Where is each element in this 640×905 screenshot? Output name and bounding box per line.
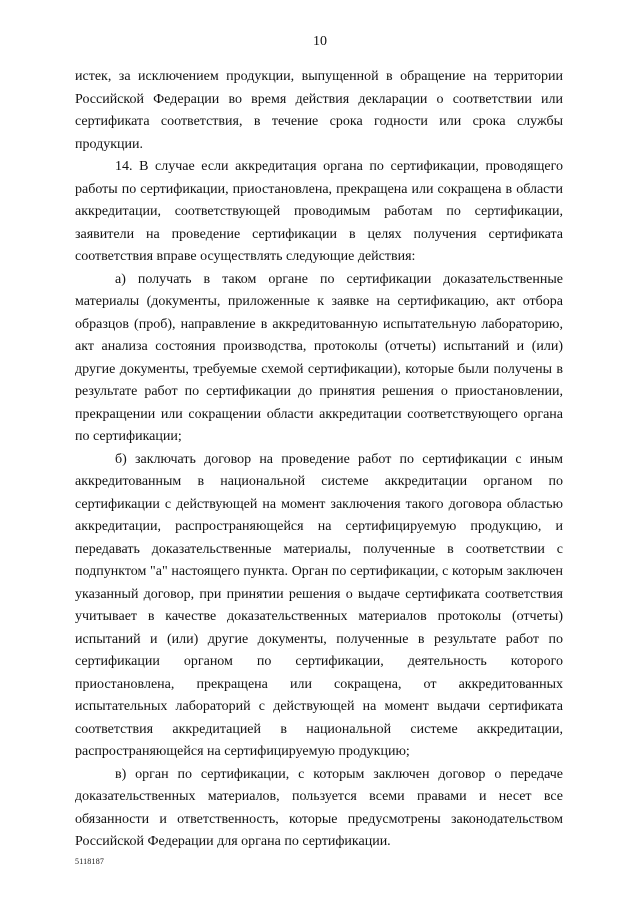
paragraph-continuation: истек, за исключением продукции, выпущенной в обращение на территории Российской Федерации во время действия декларации о соответствии или сертификата соответствия, в течение срока годности или срока службы продукции. (75, 69, 563, 152)
page-number: 10 (313, 34, 327, 49)
document-body (75, 66, 563, 854)
paragraph-item-14: 14. В случае если аккредитация органа по сертификации, проводящего работы по сертификации, приостановлена, прекращена или сокращена в области аккредитации, соответствующей проводимым работам по сертификации, заявители на проведение сертификации в целях получения сертификата соответствия вправе осуществлять следующие действия: (75, 159, 563, 264)
paragraph-subitem-v: в) орган по сертификации, с которым заключен договор о передаче доказательственных материалов, пользуется всеми правами и несет все обязанности и ответственность, которые предусмотрены законодательством Российской Федерации для органа по сертификации. (75, 766, 563, 849)
footer-document-code: 5118187 (75, 857, 105, 866)
paragraph-subitem-a: а) получать в таком органе по сертификации доказательственные материалы (документы, приложенные к заявке на сертификацию, акт отбора образцов (проб), направление в аккредитованную испытательную лабораторию, акт анализа состояния производства, протоколы (отчеты) испытаний и (или) другие документы, требуемые схемой сертификации), которые были получены в результате работ по сертификации до принятия решения о приостановлении, прекращении или сокращении области аккредитации соответствующего органа по сертификации; (75, 271, 563, 444)
paragraph-subitem-b: б) заключать договор на проведение работ по сертификации с иным аккредитованным в национальной системе аккредитации органом по сертификации с действующей на момент заключения такого договора областью аккредитации, распространяющейся на сертифицируемую продукцию, и передавать доказательственные материалы, полученные в соответствии с подпунктом "а" настоящего пункта. Орган по сертификации, с которым заключен указанный договор, при принятии решения о выдаче сертификата соответствия учитывает в качестве доказательственных материалов протоколы (отчеты) испытаний и (или) другие документы, полученные в результате работ по сертификации органом по сертификации, деятельность которого приостановлена, прекращена или сокращена, от аккредитованных испытательных лабораторий с действующей на момент выдачи сертификата соответствия аккредитацией в национальной системе аккредитации, распространяющейся на сертифицируемую продукцию; (75, 451, 563, 759)
